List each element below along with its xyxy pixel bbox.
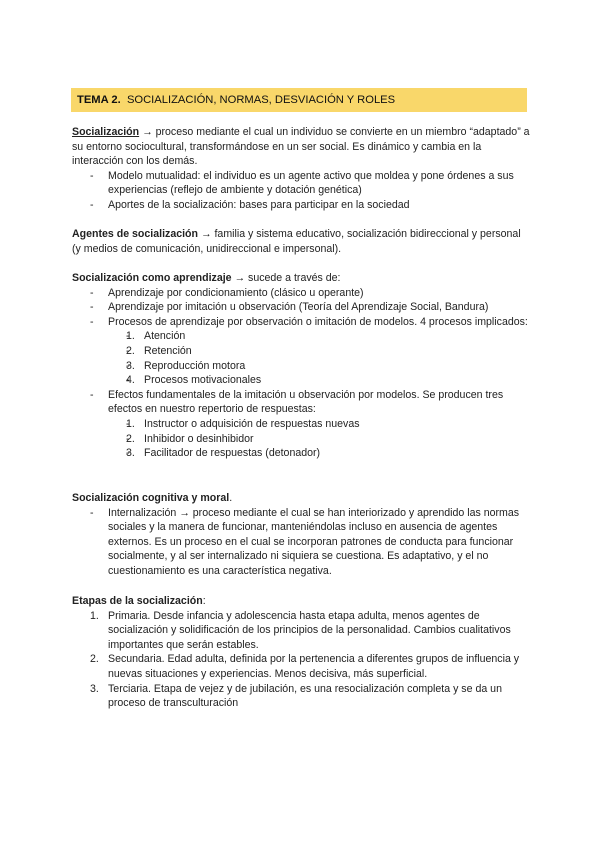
list-item: - 1. Atención	[144, 329, 532, 344]
section-socializacion	[72, 125, 532, 213]
list-item: - 3. Facilitador de respuestas (detonador)	[144, 446, 532, 461]
section-text: proceso mediante el cual un individuo se convierte en un miembro “adaptado” a su entorno sociocultural, transformándose en un ser social. Es dinámico y cambia en la interacción con los demás.	[72, 126, 530, 168]
section-etapas	[72, 594, 532, 711]
section-term: Etapas de la socialización	[72, 595, 203, 607]
list-item: - Aprendizaje por condicionamiento (clásico u operante)	[108, 286, 532, 301]
list-item: 3. Terciaria. Etapa de vejez y de jubilación, es una resocialización completa y se da un proceso de transculturación	[90, 682, 502, 710]
effects-list	[108, 417, 532, 461]
section-term: Socialización como aprendizaje	[72, 272, 232, 284]
list-item: - 2. Retención	[144, 344, 532, 359]
list-item: - Efectos fundamentales de la imitación u observación por modelos. Se producen tres efectos en nuestro repertorio de respuestas: - 1. Instructor o adquisición de respuestas nuevas - 2. Inhibidor o desinhibidor - 3. Facilitador de respuestas (detonador)	[108, 388, 532, 461]
list-item: 2. Secundaria. Edad adulta, definida por la pertenencia a diferentes grupos de influencia y nuevas situaciones y experiencias. Menos decisiva, más superficial.	[90, 653, 520, 680]
topic-title-banner	[71, 88, 527, 112]
section-paragraph: Agentes de socialización → familia y sistema educativo, socialización bidireccional y personal (y medios de comunicación, unidireccional e impersonal).	[72, 228, 521, 255]
bullet-list	[72, 169, 532, 213]
section-text: sucede a través de:	[248, 272, 341, 284]
section-term: Agentes de socialización	[72, 228, 198, 240]
section-paragraph: Etapas de la socialización:	[72, 595, 206, 607]
section-agentes	[72, 227, 532, 256]
list-item: - Modelo mutualidad: el individuo es un agente activo que moldea y pone órdenes a sus experiencias (reflejo de ambiente y dotación genética)	[108, 169, 532, 198]
list-item: - Aportes de la socialización: bases para participar en la sociedad	[108, 198, 532, 213]
bullet-list	[72, 506, 532, 579]
bullet-list	[72, 286, 532, 461]
list-item: - 3. Reproducción motora	[144, 359, 532, 374]
list-item: - 1. Instructor o adquisición de respuestas nuevas	[144, 417, 532, 432]
section-cognitiva	[72, 491, 532, 579]
list-item: 1. Primaria. Desde infancia y adolescencia hasta etapa adulta, menos agentes de socialización y solidificación de los principios de la personalidad. Cambios cualitativos importantes que serán estables.	[90, 609, 511, 651]
topic-title: SOCIALIZACIÓN, NORMAS, DESVIACIÓN Y ROLES	[126, 94, 396, 106]
list-item: - Internalización → proceso mediante el cual se han interiorizado y aprendido las normas sociales y la manera de funcionar, manteniéndolas incluso en ausencia de agentes externos. Es un proceso en el cual se incorporan patrones de conducta para funcionar socialmente, y al ser internalizado ni siquiera se cuestiona. Es adaptativo, y el no cuestionamiento es una característica negativa.	[108, 506, 532, 579]
section-paragraph: Socialización cognitiva y moral.	[72, 492, 233, 504]
topic-number: TEMA 2.	[77, 94, 121, 106]
section-term: Socialización	[72, 126, 140, 138]
section-term: Socialización cognitiva y moral	[72, 492, 230, 504]
list-item: - Aprendizaje por imitación u observación (Teoría del Aprendizaje Social, Bandura)	[108, 300, 532, 315]
list-item: - 4. Procesos motivacionales	[144, 373, 532, 388]
process-list	[108, 329, 532, 387]
list-item: - 2. Inhibidor o desinhibidor	[144, 432, 532, 447]
section-paragraph: Socialización → proceso mediante el cual un individuo se convierte en un miembro “adaptado” a su entorno sociocultural, transformándose en un ser social. Es dinámico y cambia en la interacción con los demás.	[72, 126, 530, 168]
list-item: - Procesos de aprendizaje por observación o imitación de modelos. 4 procesos implicados: - 1. Atención - 2. Retención - 3. Reproducción motora - 4. Procesos motivacionales	[108, 315, 532, 388]
section-aprendizaje	[72, 271, 532, 461]
section-text: familia y sistema educativo, socialización bidireccional y personal (y medios de comunicación, unidireccional e impersonal).	[72, 228, 521, 255]
stages-list	[72, 609, 532, 711]
section-paragraph: Socialización como aprendizaje → sucede a través de:	[72, 272, 341, 284]
